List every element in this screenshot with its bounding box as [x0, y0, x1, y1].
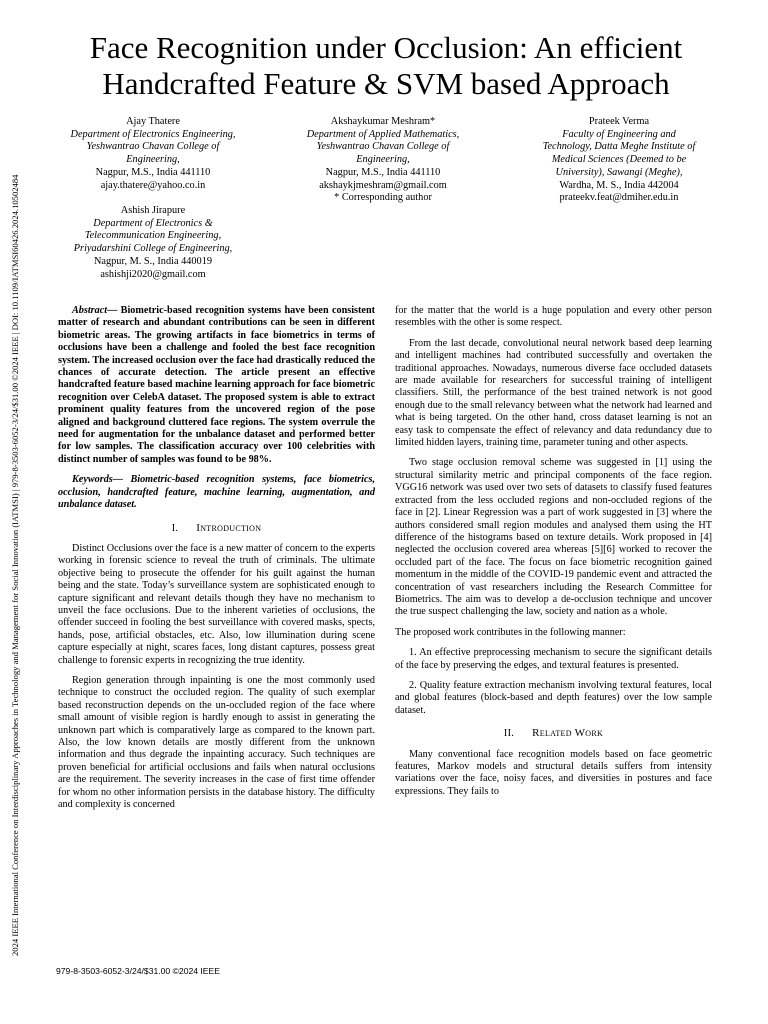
section-heading-introduction: [58, 522, 375, 535]
paragraph: for the matter that the world is a huge population and every other person resembles with the other is some respect.: [395, 305, 712, 329]
author-affiliation: Priyadarshini College of Engineering,: [73, 243, 233, 255]
section-number: I.: [171, 522, 179, 534]
author-email: akshaykjmeshram@gmail.com: [319, 179, 447, 191]
author-location: Nagpur, M. S., India 440019: [94, 255, 212, 267]
keywords-dash: —: [112, 474, 123, 486]
author-block-2: [280, 116, 486, 205]
paragraph: From the last decade, convolutional neural network based deep learning and intelligent machines had contributed successfully and overtaken the traditional approaches. Nowadays, numerous diverse face occluded datasets are made available for researchers for successful training of intelligent classifiers. Still, the performance of the best trained network is not good enough due to the small relevancy between what the network had learned and what is being targeted. On the other hand, cross dataset learning is not an easy task to compensate the effect of relevancy and data redundancy due to limited hidden layers, training time, parameter tuning and other aspects.: [395, 337, 712, 449]
author-affiliation: Medical Sciences (Deemed to be: [551, 154, 687, 166]
abstract-label: Abstract: [72, 305, 108, 316]
right-column: [395, 305, 712, 806]
author-name: Akshaykumar Meshram*: [330, 116, 436, 127]
keywords: [58, 474, 375, 511]
author-affiliation: Faculty of Engineering and: [562, 128, 676, 140]
author-affiliation: Telecommunication Engineering,: [84, 230, 222, 242]
author-location: Nagpur, M.S., India 441110: [95, 166, 211, 178]
section-title: Introduction: [196, 521, 262, 534]
list-item: 2. Quality feature extraction mechanism involving textural features, local and global features (block-based and depth features) over the low sample dataset.: [395, 679, 712, 716]
abstract-text: Biometric-based recognition systems have been consistent matter of research and abundant contributions can be seen in different biometric areas. The growing artifacts in face biometrics in terms of occlusions have been a challenge and fooled the best face recognition system. The increased occlusion over the face had drastically reduced the chances of accurate detection. The article present an effective handcrafted feature based machine learning approach for face biometric recognition over CelebA dataset. The proposed system is able to extract prominent quality features from the uncovered region of the pose aligned and background cluttered face regions. The system overrule the need for augmentation for the unbalance dataset and performed better for low samples. The classification accuracy over 100 celebrities with distinct number of samples was found to be 98%.: [58, 305, 375, 465]
author-affiliation: Yeshwantrao Chavan College of: [86, 141, 220, 153]
author-email: ajay.thatere@yahoo.co.in: [100, 179, 206, 191]
author-name: Ajay Thatere: [126, 116, 180, 127]
sidebar-citation: [2, 66, 28, 956]
footer-copyright: 979-8-3503-6052-3/24/$31.00 ©2024 IEEE: [56, 966, 221, 976]
author-block-3: [516, 116, 722, 205]
keywords-text: Biometric-based recognition systems, face biometrics, occlusion, handcrafted feature, machine learning, augmentation, and unbalance dataset.: [58, 474, 375, 511]
author-name: Prateek Verma: [588, 116, 650, 127]
abstract-dash: —: [107, 305, 118, 316]
author-affiliation: University), Sawangi (Meghe),: [555, 166, 683, 178]
title-line-1: Face Recognition under Occlusion: An efficient: [89, 30, 683, 65]
author-affiliation: Yeshwantrao Chavan College of: [316, 141, 450, 153]
author-affiliation: Technology, Datta Meghe Institute of: [542, 141, 696, 153]
paragraph: Region generation through inpainting is one the most commonly used technique to construct the occluded region. The quality of such exemplar based reconstruction depends on the un-occluded region of the face where small amount of visible region is hardly enough to assist in generating the unknown part which is comparatively large as compared to the known part. Also, the low known details are mostly different from the unknown information and thus degrade the inpainting accuracy. Such techniques are proven beneficial for artificial occlusions and fails when natural occlusions are the requirement. The severity increases in the case of first time offender for whom no other information persists in the database history. The difficulty and complexity is concerned: [58, 674, 375, 811]
author-location: Nagpur, M.S., India 441110: [325, 166, 441, 178]
title-line-2: Handcrafted Feature & SVM based Approach: [102, 66, 670, 101]
paragraph: Two stage occlusion removal scheme was suggested in [1] using the structural similarity metric and principal components of the face region. VGG16 network was used over two sets of datasets to classify fused features extracted from the less occluded regions and non-occluded regions of the face in [2]. Linear Regression was a part of work suggested in [3] where the authors considered small region modules and analysed them using the HT difference of the histograms based on texture details. Work proposed in [4] neglected the occlusion covered area whereas [5][6] worked to recover the occluded part of the face. The focus on face biometric recognition gained momentum in the middle of the COVID-19 pandemic event and attracted the concentration of vast researchers including the Research Committee for Biometrics. The aim was to develop a de-occlusion technique and uncover the true suspect challenging the law, society and nation as a whole.: [395, 457, 712, 618]
author-email: prateekv.feat@dmiher.edu.in: [559, 192, 679, 204]
author-affiliation: Department of Electronics Engineering,: [70, 128, 236, 140]
corresponding-author-note: * Corresponding author: [334, 192, 432, 204]
section-number: II.: [503, 728, 515, 740]
author-location: Wardha, M. S., India 442004: [559, 179, 679, 191]
author-affiliation: Department of Applied Mathematics,: [306, 128, 460, 140]
author-affiliation: Department of Electronics &: [93, 217, 213, 229]
list-item: 1. An effective preprocessing mechanism to secure the significant details of the face by preserving the edges, and textural features is presented.: [395, 647, 712, 671]
section-title: Related Work: [532, 727, 604, 740]
left-column: [58, 305, 375, 819]
abstract: [58, 305, 375, 466]
paper-title: [56, 30, 716, 102]
author-block-1: [50, 116, 256, 192]
keywords-label: Keywords: [72, 474, 113, 486]
paragraph: The proposed work contributes in the following manner:: [395, 626, 626, 638]
sidebar-citation-text: 2024 IEEE International Conference on Interdisciplinary Approaches in Technology and Management for Social Innovation (IATMSI) | 979-8-3503-6052-3/24/$31.00 ©2024 IEEE | DOI: 10.1109/IATMSI60426.2024.10502484: [10, 174, 20, 956]
paragraph: Many conventional face recognition models based on face geometric features, Markov models and structural details suffers from intensity variations over the face, noisy faces, and diversities in postures and face expressions. They fails to: [395, 748, 712, 797]
author-email: ashishji2020@gmail.com: [100, 268, 206, 280]
paragraph: Distinct Occlusions over the face is a new matter of concern to the experts working in forensic science to reveal the truth of criminals. The ultimate objective being to prosecute the offender for his guilt against the human being and the state. Today’s surveillance system are sophisticated enough to capture significant and relevant details though they have no mechanism to unveil the face occlusions. Due to the inherent varieties of occlusions, the offender succeed in fooling the best surveillance with covered masks, spects, hands, pose, artificial obstacles, etc. Also, low illumination during scene capture especially at night, scares faces, long distant captures, possess great challenge to forensic experts in recognizing the true identity.: [58, 542, 375, 666]
author-name: Ashish Jirapure: [120, 205, 186, 216]
author-block-4: [50, 205, 256, 281]
author-affiliation: Engineering,: [356, 154, 410, 166]
author-affiliation: Engineering,: [126, 154, 180, 166]
section-heading-related-work: [395, 727, 712, 740]
